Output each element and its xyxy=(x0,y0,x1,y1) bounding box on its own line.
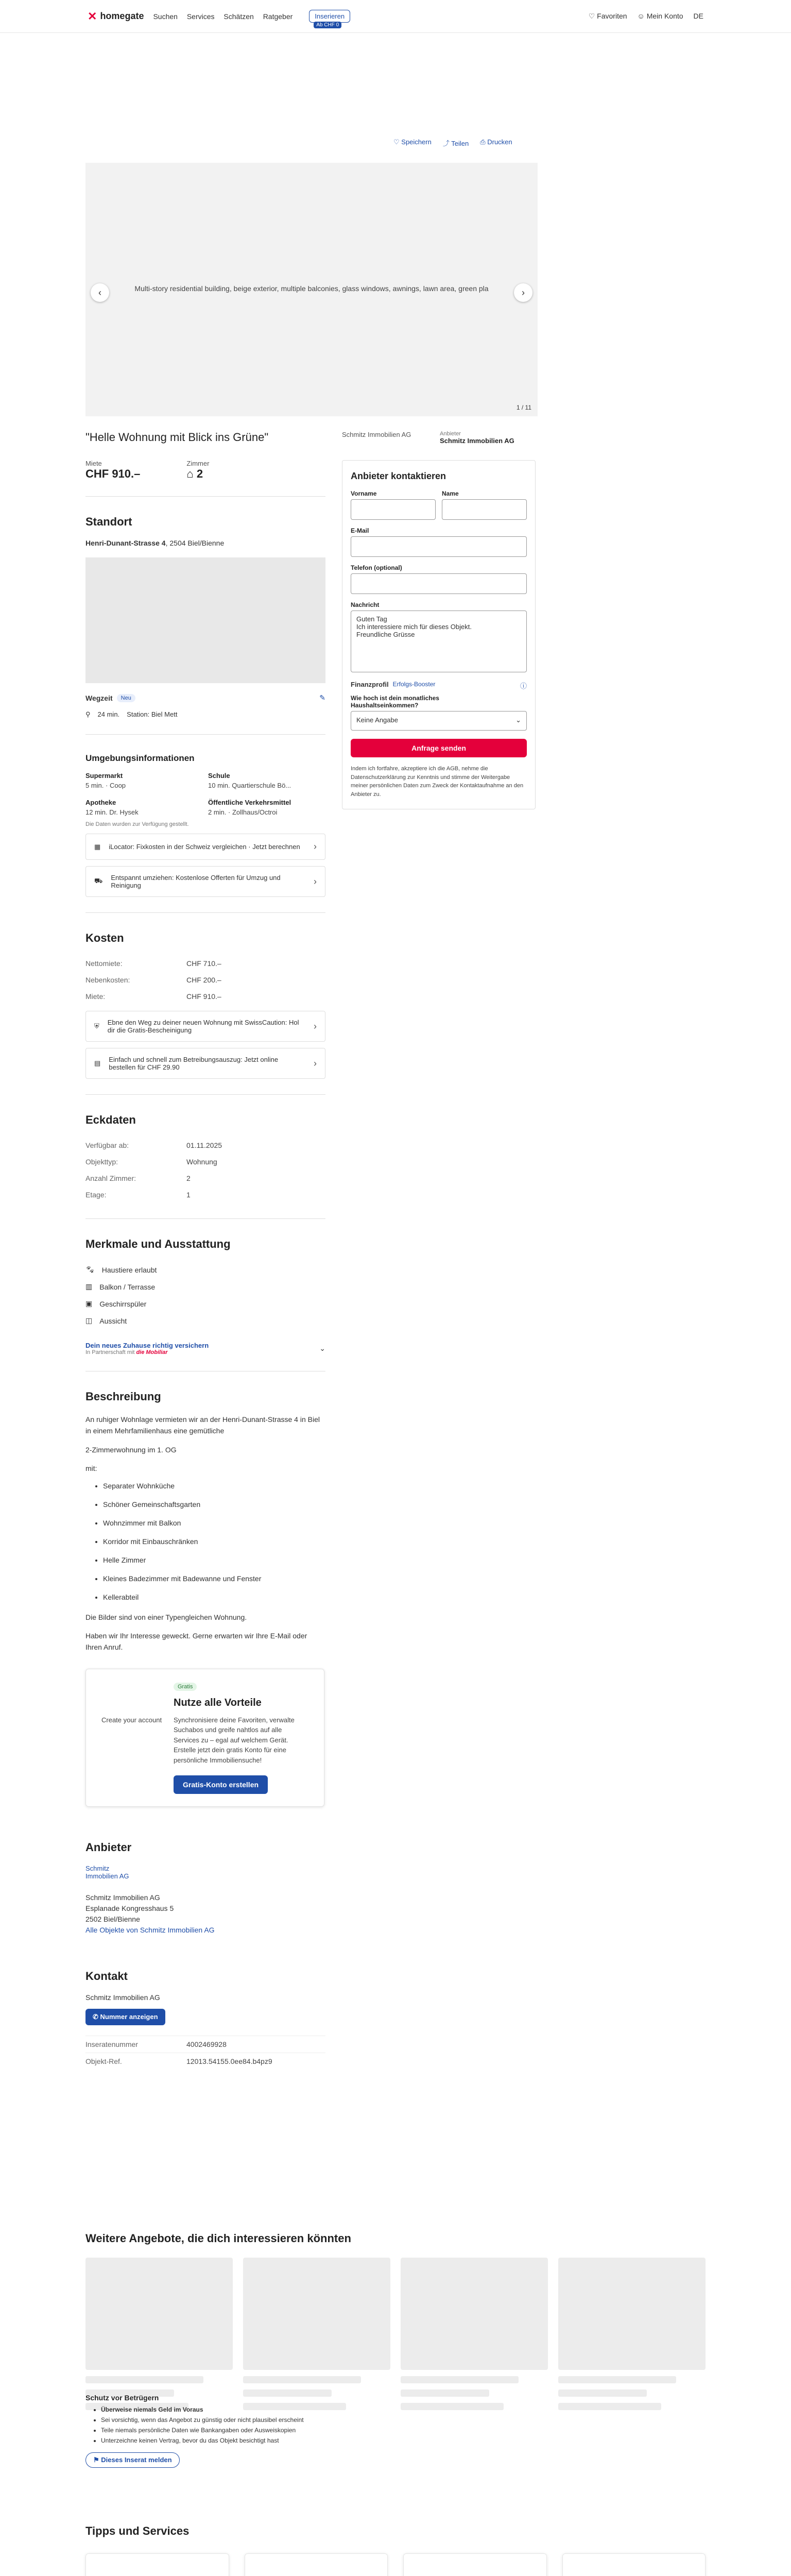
cost-row: Nettomiete: CHF 710.– xyxy=(85,959,221,968)
finance-label: Finanzprofil xyxy=(351,681,389,688)
account-promo xyxy=(85,1669,324,1807)
fact-row: Anzahl Zimmer: 2 xyxy=(85,1174,191,1182)
print-icon: ⎙ xyxy=(480,138,486,146)
promo-text: Synchronisiere deine Favoriten, verwalte Suchabos und greife nahtlos auf alle Services zu – egal auf welchem Gerät. Erstelle jetzt dein gratis Konto für eine persönliche Immobiliensuche! xyxy=(174,1716,295,1764)
contact-form: Anbieter kontaktieren Vorname Name E-Mail Telefon (optional) Nachricht Guten Tag Ich interessiere mich für dieses Objekt. Freundliche Grüsse Finanzprofil Erfolgs-Booster ⓘ Wie hoch ist dein monatliches Haushaltseinkommen? Keine Angabe ⌄ Anfrage senden Indem ich fortfahre, akzeptiere ich die AGB, nehme die Datenschutzerklärung zur Kenntnis und stimme der Weitergabe meiner persönlichen Daten zum Zweck der Kontaktaufnahme an den Anbieter zu. xyxy=(342,460,536,809)
insert-badge: Ab CHF 0 xyxy=(314,22,341,28)
tip-card xyxy=(562,2553,706,2576)
flag-icon: ⚑ xyxy=(93,2456,99,2464)
edit-icon[interactable]: ✎ xyxy=(319,693,325,702)
commute-time: 24 min. xyxy=(97,710,120,718)
truck-icon: ⛟ xyxy=(94,877,103,885)
sidebar-provider-logo[interactable]: Schmitz Immobilien AG xyxy=(342,431,411,438)
gallery-next-button[interactable] xyxy=(514,283,532,302)
description-text: 2-Zimmerwohnung im 1. OG xyxy=(85,1445,177,1454)
send-request-button[interactable]: Anfrage senden xyxy=(351,739,527,757)
tips-section xyxy=(85,2524,706,2576)
fact-row: Objekttyp: Wohnung xyxy=(85,1158,217,1166)
offer-card-placeholder[interactable] xyxy=(243,2258,390,2410)
mobiliar-logo: die Mobiliar xyxy=(136,1349,168,1355)
listing-main xyxy=(85,431,325,2070)
cost-row: Miete: CHF 910.– xyxy=(85,992,221,1001)
provider-city: 2502 Biel/Bienne xyxy=(85,1915,140,1924)
info-icon[interactable]: ⓘ xyxy=(520,682,527,690)
email-field[interactable] xyxy=(351,536,527,557)
favorites-link[interactable]: ♡ Favoriten xyxy=(588,12,627,20)
description-text: Haben wir Ihr Interesse geweckt. Gerne erwarten wir Ihre E-Mail oder Ihren Anruf. xyxy=(85,1631,307,1652)
provider-section xyxy=(85,1822,325,1936)
list-item: • Wohnzimmer mit Balkon xyxy=(103,1519,325,1527)
offer-card-placeholder[interactable] xyxy=(558,2258,706,2410)
fraud-section xyxy=(85,2394,394,2468)
fraud-heading: Schutz vor Betrügern xyxy=(85,2394,159,2402)
sidebar-provider: Schmitz Immobilien AG Anbieter Schmitz Immobilien AG xyxy=(342,431,514,445)
description-text: Die Bilder sind von einer Typengleichen Wohnung. xyxy=(85,1613,247,1621)
description-text: mit: xyxy=(85,1464,97,1473)
list-item: • Unterzeichne keinen Vertrag, bevor du das Objekt besichtigt hast xyxy=(101,2437,394,2444)
feature-item: ▥ Balkon / Terrasse xyxy=(85,1282,156,1291)
description-section xyxy=(85,1371,325,1653)
facts-heading: Eckdaten xyxy=(85,1113,136,1126)
provider-listings-link[interactable]: Alle Objekte von Schmitz Immobilien AG xyxy=(85,1926,215,1935)
income-label: Wie hoch ist dein monatliches Haushaltseinkommen? xyxy=(351,694,439,709)
heart-icon: ♡ xyxy=(393,138,400,146)
contact-form-title: Anbieter kontaktieren xyxy=(351,471,446,481)
commute-label: Wegzeit xyxy=(85,693,113,702)
list-item: • Teile niemals persönliche Daten wie Bankangaben oder Ausweiskopien xyxy=(101,2427,394,2434)
location-map[interactable] xyxy=(85,557,325,683)
document-icon: ▤ xyxy=(94,1059,101,1067)
more-offers-heading: Weitere Angebote, die dich interessieren könnten xyxy=(85,2232,351,2245)
offer-card-placeholder[interactable] xyxy=(401,2258,548,2410)
contact-sidebar xyxy=(342,431,536,809)
rent-value: CHF 910.– xyxy=(85,467,141,480)
phone-icon: ✆ xyxy=(93,2013,98,2021)
offer-card-placeholder[interactable] xyxy=(85,2258,233,2410)
costs-heading: Kosten xyxy=(85,931,124,944)
heart-icon: ♡ xyxy=(588,12,595,20)
account-link[interactable]: ☺ Mein Konto xyxy=(637,12,683,20)
features-heading: Merkmale und Ausstattung xyxy=(85,1238,231,1250)
facts-section xyxy=(85,1094,325,1203)
tip-card xyxy=(85,2553,229,2576)
moving-card[interactable]: ⛟ Entspannt umziehen: Kostenlose Offerten für Umzug und Reinigung › xyxy=(85,866,325,897)
more-offers-section xyxy=(85,2232,706,2410)
mobiliar-banner[interactable]: Dein neues Zuhause richtig versichern In Partnerschaft mit die Mobiliar ⌄ xyxy=(85,1342,325,1355)
environment-section xyxy=(85,734,325,897)
location-heading: Standort xyxy=(85,515,132,528)
provider-name: Schmitz Immobilien AG xyxy=(85,1893,160,1902)
free-badge: Gratis xyxy=(174,1683,197,1691)
environment-heading: Umgebungsinformationen xyxy=(85,753,195,763)
address-city: , 2504 Biel/Bienne xyxy=(165,539,225,547)
gallery-image-alt: Multi-story residential building, beige exterior, multiple balconies, glass windows, awnings, lawn area, green pla xyxy=(134,284,489,293)
chevron-left-icon: ‹ xyxy=(98,287,101,298)
description-list xyxy=(85,1482,325,1601)
logo-icon: ✕ xyxy=(88,9,97,23)
image-gallery[interactable] xyxy=(85,163,538,416)
env-item-school: Schule 10 min. Quartierschule Bö... xyxy=(208,772,291,789)
share-button[interactable]: ⤴ Teilen xyxy=(442,140,469,147)
env-item-pharmacy: Apotheke 12 min. Dr. Hysek xyxy=(85,799,139,816)
user-icon: ☺ xyxy=(637,12,645,20)
bike-icon: ⚲ xyxy=(85,710,91,718)
promo-title: Nutze alle Vorteile xyxy=(174,1697,262,1708)
report-listing-button[interactable]: ⚑ Dieses Inserat melden xyxy=(85,2452,180,2468)
nav-estimate[interactable]: Schätzen xyxy=(223,12,254,21)
address-street: Henri-Dunant-Strasse 4 xyxy=(85,539,166,547)
provider-logo[interactable]: Schmitz Immobilien AG xyxy=(85,1865,129,1880)
rent-label: Miete xyxy=(85,460,102,467)
contact-heading: Kontakt xyxy=(85,1970,128,1983)
paw-icon: 🐾︎ xyxy=(85,1265,95,1274)
cost-row: Nebenkosten: CHF 200.– xyxy=(85,976,221,984)
env-item-supermarket: Supermarkt 5 min. · Coop xyxy=(85,772,126,789)
nav-advice[interactable]: Ratgeber xyxy=(263,12,293,21)
create-account-button[interactable]: Gratis-Konto erstellen xyxy=(174,1775,268,1794)
gallery-prev-button[interactable] xyxy=(91,283,109,302)
view-icon: ◫ xyxy=(85,1316,93,1325)
shield-icon: ⛨ xyxy=(94,1022,99,1030)
legal-notice: Indem ich fortfahre, akzeptiere ich die AGB, nehme die Datenschutzerklärung zur Kenntnis und stimme der Weitergabe meiner persönlichen Daten zum Zweck der Kontaktaufnahme an den Anbieter zu. xyxy=(351,766,524,798)
room-icon: ⌂ xyxy=(186,467,194,480)
swisscaution-card[interactable]: ⛨ Ebne den Weg zu deiner neuen Wohnung mit SwissCaution: Hol dir die Gratis-Bescheinigung › xyxy=(85,1011,325,1042)
chevron-right-icon: › xyxy=(314,841,317,852)
list-item: • Korridor mit Einbauschränken xyxy=(103,1537,325,1546)
nav-search[interactable]: Suchen xyxy=(153,12,178,21)
fact-row: Verfügbar ab: 01.11.2025 xyxy=(85,1141,222,1149)
site-header xyxy=(0,0,791,33)
show-number-button[interactable]: ✆ Nummer anzeigen xyxy=(85,2009,165,2025)
nav-services[interactable]: Services xyxy=(186,12,215,21)
features-section xyxy=(85,1218,325,1355)
action-bar xyxy=(393,138,512,148)
print-button[interactable]: ⎙ Drucken xyxy=(480,138,512,146)
contact-section xyxy=(85,1951,325,2070)
description-heading: Beschreibung xyxy=(85,1390,161,1403)
tips-heading: Tipps und Services xyxy=(85,2524,190,2537)
promo-image: Create your account xyxy=(101,1716,162,1724)
dishwasher-icon: ▣ xyxy=(85,1299,93,1308)
tip-card xyxy=(245,2553,388,2576)
calculator-icon: ▦ xyxy=(94,842,101,851)
chevron-right-icon: › xyxy=(314,1021,317,1031)
income-select[interactable]: Keine Angabe ⌄ xyxy=(351,711,527,731)
balcony-icon: ▥ xyxy=(85,1282,93,1291)
message-field[interactable]: Guten Tag Ich interessiere mich für dieses Objekt. Freundliche Grüsse xyxy=(351,611,527,672)
description-text: An ruhiger Wohnlage vermieten wir an der Henri-Dunant-Strasse 4 in Biel in einem Mehrfamilienhaus eine gemütliche xyxy=(85,1415,320,1435)
list-item: • Kellerabteil xyxy=(103,1593,325,1601)
chevron-right-icon: › xyxy=(314,1058,317,1069)
commute-station: Station: Biel Mett xyxy=(127,710,178,718)
language-switch[interactable]: DE xyxy=(693,12,703,20)
chevron-down-icon: ⌄ xyxy=(515,716,521,724)
tip-card xyxy=(403,2553,547,2576)
list-item: • Sei vorsichtig, wenn das Angebot zu günstig oder nicht plausibel erscheint xyxy=(101,2416,394,2424)
rooms-label: Zimmer xyxy=(186,460,210,467)
feature-item: ◫ Aussicht xyxy=(85,1316,127,1325)
location-section xyxy=(85,496,325,719)
list-item: • Schöner Gemeinschaftsgarten xyxy=(103,1500,325,1509)
ilocator-card[interactable]: ▦ iLocator: Fixkosten in der Schweiz vergleichen · Jetzt berechnen › xyxy=(85,834,325,860)
key-values xyxy=(85,460,325,481)
provider-heading: Anbieter xyxy=(85,1841,132,1854)
list-item: • Überweise niemals Geld im Voraus xyxy=(101,2406,394,2413)
listing-title: "Helle Wohnung mit Blick ins Grüne" xyxy=(85,431,269,444)
feature-item: 🐾︎ Haustiere erlaubt xyxy=(85,1265,157,1274)
share-icon: ⤴ xyxy=(442,140,450,147)
insert-button[interactable]: Inserieren Ab CHF 0 xyxy=(309,10,350,23)
chevron-right-icon: › xyxy=(522,287,525,298)
save-button[interactable]: ♡ Speichern xyxy=(393,138,432,146)
env-item-transport: Öffentliche Verkehrsmittel 2 min. · Zollhaus/Octroi xyxy=(208,799,291,816)
contact-row: Objekt-Ref. 12013.54155.0ee84.b4pz9 xyxy=(85,2053,325,2070)
main-nav xyxy=(153,12,300,21)
provider-street: Esplanade Kongresshaus 5 xyxy=(85,1904,174,1913)
chevron-right-icon: › xyxy=(314,876,317,887)
sidebar-provider-name: Schmitz Immobilien AG xyxy=(440,437,514,445)
finance-badge: Erfolgs-Booster xyxy=(392,681,436,688)
gallery-counter: 1 / 11 xyxy=(516,404,531,411)
new-badge: Neu xyxy=(117,694,135,702)
feature-item: ▣ Geschirrspüler xyxy=(85,1299,147,1308)
rooms-value: 2 xyxy=(196,467,203,480)
env-note: Die Daten wurden zur Verfügung gestellt. xyxy=(85,821,189,827)
chevron-down-icon: ⌄ xyxy=(319,1344,325,1352)
contact-name: Schmitz Immobilien AG xyxy=(85,1993,160,2002)
last-name-field[interactable] xyxy=(442,499,527,520)
fact-row: Etage: 1 xyxy=(85,1191,191,1199)
list-item: • Helle Zimmer xyxy=(103,1556,325,1564)
homegate-logo[interactable]: ✕ homegate xyxy=(88,9,144,23)
list-item: • Kleines Badezimmer mit Badewanne und Fenster xyxy=(103,1574,325,1583)
costs-section xyxy=(85,912,325,1079)
first-name-field[interactable] xyxy=(351,499,436,520)
contact-row: Inseratenummer 4002469928 xyxy=(85,2036,325,2053)
list-item: • Separater Wohnküche xyxy=(103,1482,325,1490)
debt-extract-card[interactable]: ▤ Einfach und schnell zum Betreibungsauszug: Jetzt online bestellen für CHF 29.90 › xyxy=(85,1048,325,1079)
phone-field[interactable] xyxy=(351,573,527,594)
